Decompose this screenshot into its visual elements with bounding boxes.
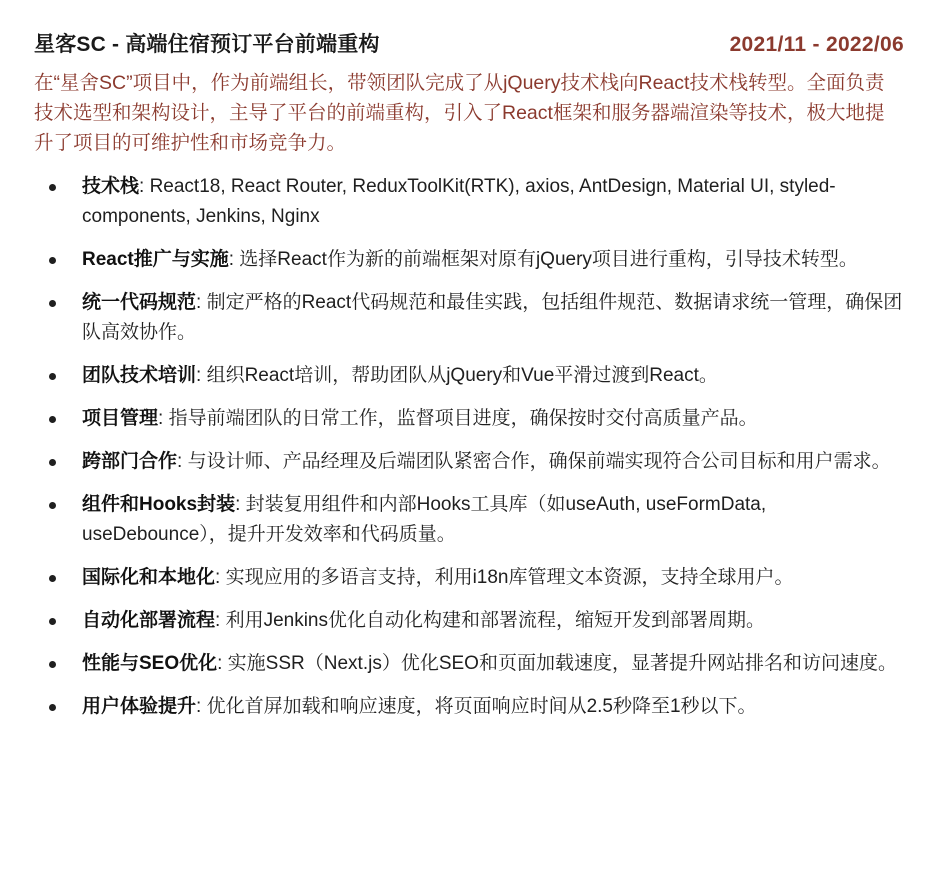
bullet-icon bbox=[49, 184, 56, 191]
item-text: : React18, React Router, ReduxToolKit(RTK), axios, AntDesign, Material UI, styled-components, Jenkins, Nginx bbox=[82, 176, 836, 227]
item-label: 用户体验提升 bbox=[82, 696, 197, 717]
item-label: React推广与实施 bbox=[82, 249, 229, 270]
item-label: 组件和Hooks封装 bbox=[82, 494, 236, 515]
list-item bbox=[34, 490, 912, 550]
project-period: 2021/11 - 2022/06 bbox=[729, 33, 904, 56]
bullet-icon bbox=[49, 257, 56, 264]
list-item bbox=[34, 606, 912, 636]
item-text: : 指导前端团队的日常工作，监督项目进度，确保按时交付高质量产品。 bbox=[158, 408, 758, 429]
bullet-icon bbox=[49, 300, 56, 307]
item-text: : 选择React作为新的前端框架对原有jQuery项目进行重构，引导技术转型。 bbox=[228, 249, 858, 270]
list-item bbox=[34, 404, 912, 434]
list-item bbox=[34, 692, 912, 722]
bullet-icon bbox=[49, 459, 56, 466]
bullet-icon bbox=[49, 618, 56, 625]
bullet-icon bbox=[49, 502, 56, 509]
responsibility-list bbox=[34, 172, 904, 722]
list-item bbox=[34, 447, 912, 477]
list-item bbox=[34, 288, 912, 348]
bullet-icon bbox=[49, 416, 56, 423]
list-item bbox=[34, 172, 912, 232]
item-label: 国际化和本地化 bbox=[82, 567, 216, 588]
project-title: 星客SC - 高端住宿预订平台前端重构 bbox=[34, 33, 380, 56]
item-text: : 优化首屏加载和响应速度，将页面响应时间从2.5秒降至1秒以下。 bbox=[196, 696, 757, 717]
item-label: 跨部门合作 bbox=[82, 451, 178, 472]
item-label: 性能与SEO优化 bbox=[82, 653, 218, 674]
bullet-icon bbox=[49, 373, 56, 380]
item-label: 自动化部署流程 bbox=[82, 610, 216, 631]
list-item bbox=[34, 361, 912, 391]
list-item bbox=[34, 649, 912, 679]
list-item bbox=[34, 245, 912, 275]
list-item bbox=[34, 563, 912, 593]
item-text: : 封装复用组件和内部Hooks工具库（如useAuth, useFormData, useDebounce），提升开发效率和代码质量。 bbox=[82, 494, 767, 545]
item-label: 项目管理 bbox=[82, 408, 159, 429]
item-text: : 实施SSR（Next.js）优化SEO和页面加载速度，显著提升网站排名和访问速度。 bbox=[217, 653, 897, 674]
item-label: 技术栈 bbox=[82, 176, 140, 197]
bullet-icon bbox=[49, 661, 56, 668]
item-text: : 利用Jenkins优化自动化构建和部署流程，缩短开发到部署周期。 bbox=[215, 610, 765, 631]
item-text: : 组织React培训，帮助团队从jQuery和Vue平滑过渡到React。 bbox=[196, 365, 718, 386]
item-label: 统一代码规范 bbox=[82, 292, 197, 313]
item-label: 团队技术培训 bbox=[82, 365, 197, 386]
project-summary: 在“星舍SC”项目中，作为前端组长，带领团队完成了从jQuery技术栈向React技术栈转型。全面负责技术选型和架构设计，主导了平台的前端重构，引入了React框架和服务器端渲染等技术，极大地提升了项目的可维护性和市场竞争力。 bbox=[34, 72, 885, 154]
bullet-icon bbox=[49, 704, 56, 711]
bullet-icon bbox=[49, 575, 56, 582]
project-header bbox=[34, 28, 904, 64]
item-text: : 与设计师、产品经理及后端团队紧密合作，确保前端实现符合公司目标和用户需求。 bbox=[177, 451, 891, 472]
item-text: : 制定严格的React代码规范和最佳实践，包括组件规范、数据请求统一管理，确保团队高效协作。 bbox=[82, 292, 903, 343]
item-text: : 实现应用的多语言支持，利用i18n库管理文本资源，支持全球用户。 bbox=[215, 567, 794, 588]
